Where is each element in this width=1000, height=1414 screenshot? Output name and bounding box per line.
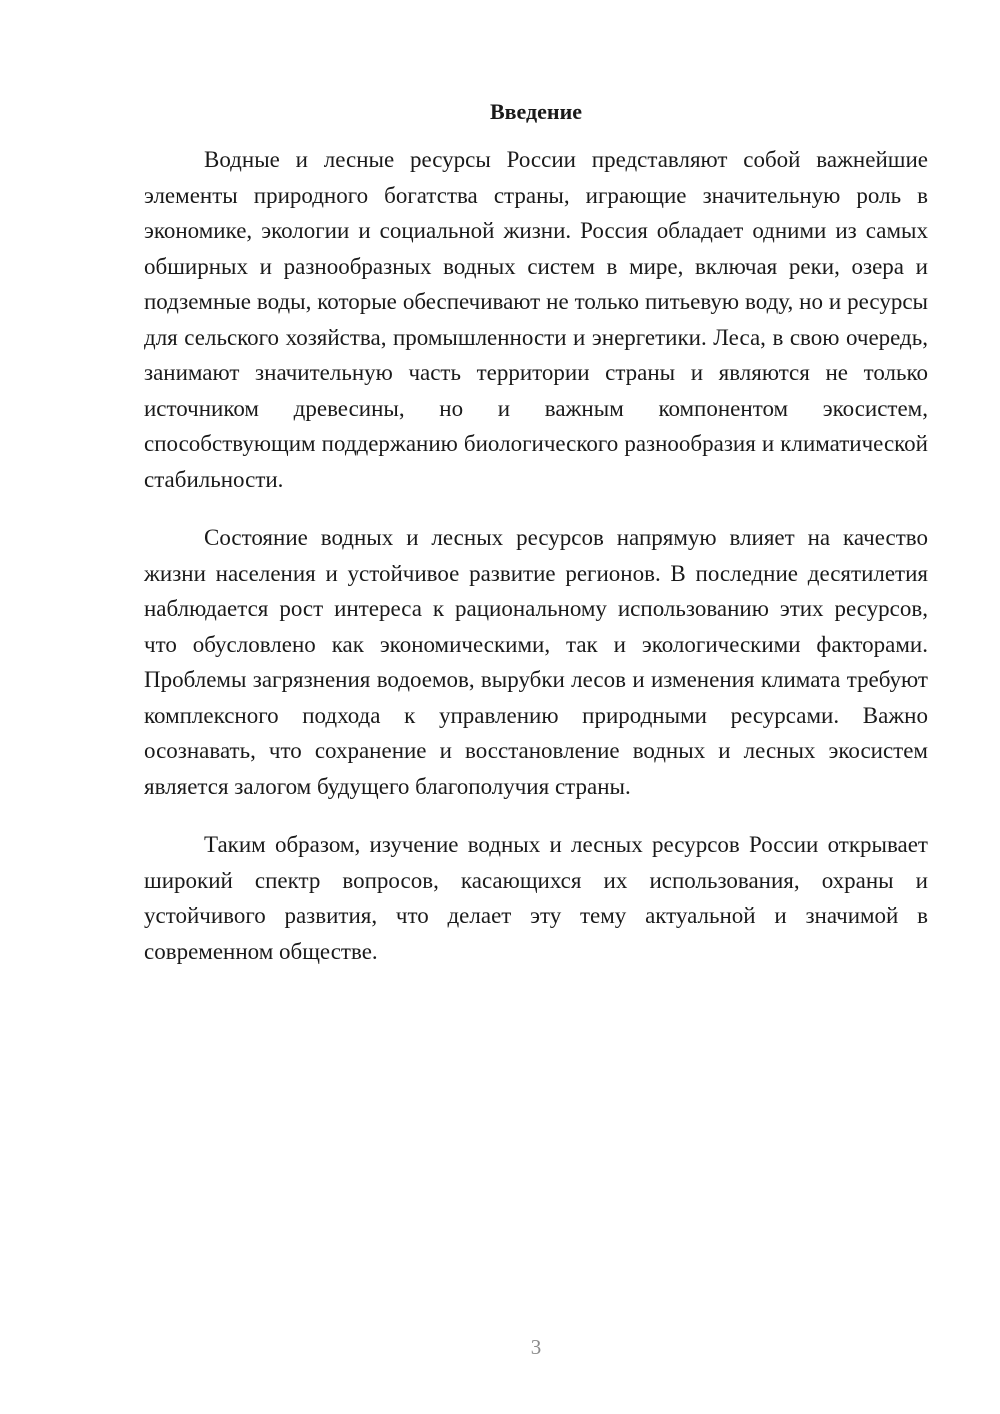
paragraph-2: Состояние водных и лесных ресурсов напрямую влияет на качество жизни населения и устойчивое развитие регионов. В последние десятилетия наблюдается рост интереса к рациональному использованию этих ресурсов, что обусловлено как экономическими, так и экологическими факторами. Проблемы загрязнения водоемов, вырубки лесов и изменения климата требуют комплексного подхода к управлению природными ресурсами. Важно осознавать, что сохранение и восстановление водных и лесных экосистем является залогом будущего благополучия страны.: [144, 525, 928, 799]
paragraph-1: Водные и лесные ресурсы России представляют собой важнейшие элементы природного богатства страны, играющие значительную роль в экономике, экологии и социальной жизни. Россия обладает одними из самых обширных и разнообразных водных систем в мире, включая реки, озера и подземные воды, которые обеспечивают не только питьевую воду, но и ресурсы для сельского хозяйства, промышленности и энергетики. Леса, в свою очередь, занимают значительную часть территории страны и являются не только источником древесины, но и важным компонентом экосистем, способствующим поддержанию биологического разнообразия и климатической стабильности.: [144, 147, 928, 492]
page-number: 3: [530, 1335, 542, 1359]
section-title: Введение: [489, 99, 583, 124]
paragraph-3: Таким образом, изучение водных и лесных ресурсов России открывает широкий спектр вопросов, касающихся их использования, охраны и устойчивого развития, что делает эту тему актуальной и значимой в современном обществе.: [144, 832, 928, 964]
body-text: [144, 142, 928, 992]
